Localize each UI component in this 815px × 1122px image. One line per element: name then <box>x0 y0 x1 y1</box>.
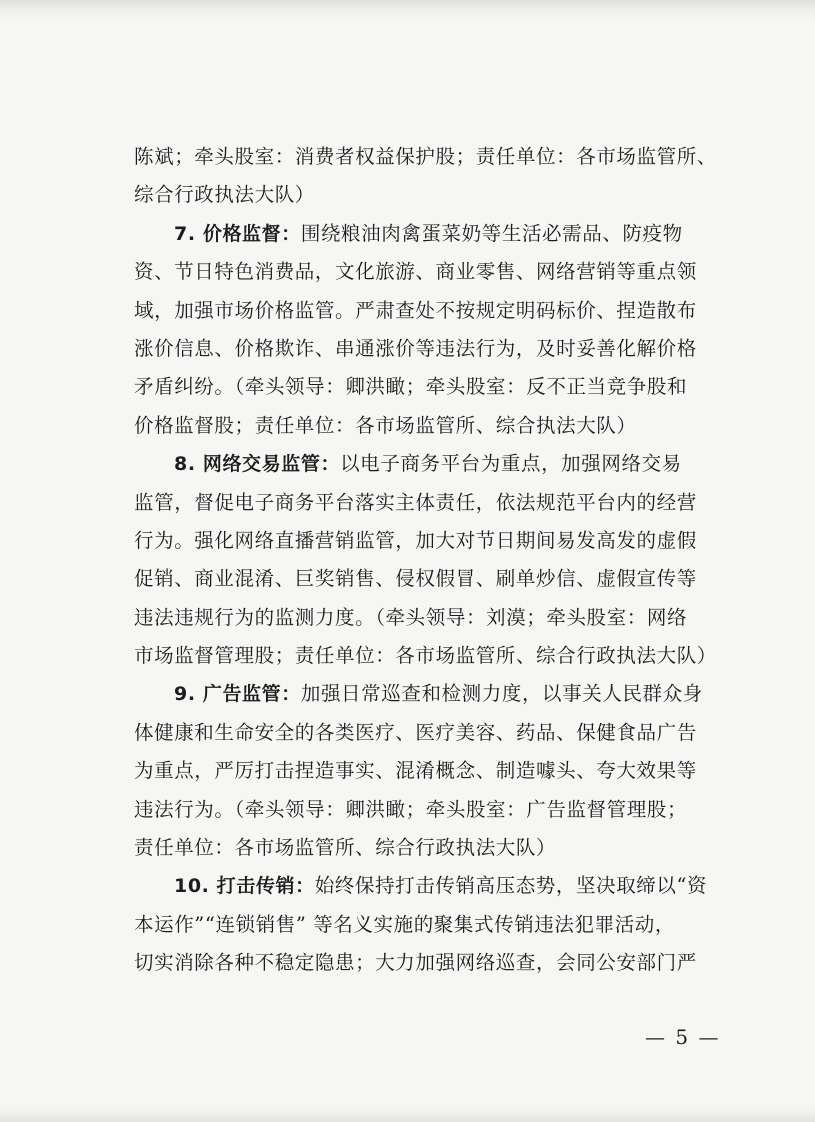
text-line: 市场监督管理股；责任单位：各市场监管所、综合行政执法大队） <box>134 644 717 668</box>
text-line: 违法行为。（牵头领导：卿洪瞰；牵头股室：广告监督管理股； <box>134 797 688 821</box>
paragraph-pyramid-selling <box>134 867 708 982</box>
paragraph-price-supervision <box>134 215 700 445</box>
text-line <box>134 445 700 483</box>
page-number: — 5 — <box>645 1025 721 1049</box>
text-line <box>134 215 700 253</box>
text-line: 价格监督股；责任单位：各市场监管所、综合执法大队） <box>134 413 637 437</box>
section-heading-advertising: 9. 广告监管： <box>174 683 301 706</box>
text-line: 资、节日特色消费品，文化旅游、商业零售、网络营销等重点领 <box>134 260 697 284</box>
text-line: 为重点，严厉打击捏造事实、混淆概念、制造噱头、夸大效果等 <box>134 759 697 783</box>
text-line: 涨价信息、价格欺诈、串通涨价等违法行为，及时妥善化解价格 <box>134 336 697 360</box>
text-line: 体健康和生命安全的各类医疗、医疗美容、药品、保健食品广告 <box>134 720 697 744</box>
paragraph-advertising <box>134 675 703 867</box>
text-run: 以电子商务平台为重点，加强网络交易 <box>340 452 682 476</box>
text-line: 陈斌；牵头股室：消费者权益保护股；责任单位：各市场监管所、 <box>134 145 717 168</box>
text-line: 促销、商业混淆、巨奖销售、侵权假冒、刷单炒信、虚假宣传等 <box>134 567 697 591</box>
text-line: 矛盾纠纷。（牵头领导：卿洪瞰；牵头股室：反不正当竞争股和 <box>134 375 688 399</box>
text-line: 切实消除各种不稳定隐患；大力加强网络巡查，会同公安部门严 <box>134 951 697 975</box>
text-run: 围绕粮油肉禽蛋菜奶等生活必需品、防疫物 <box>300 221 683 245</box>
section-heading-pyramid-selling: 10. 打击传销： <box>174 875 315 898</box>
text-line: 行为。强化网络直播营销监管，加大对节日期间易发高发的虚假 <box>134 528 697 552</box>
text-line <box>134 867 708 905</box>
text-run: 始终保持打击传销高压态势，坚决取缔以“资 <box>314 874 708 898</box>
text-line: 域，加强市场价格监管。严肃查处不按规定明码标价、捏造散布 <box>134 298 697 322</box>
text-line: 综合行政执法大队） <box>134 183 315 207</box>
text-line: 责任单位：各市场监管所、综合行政执法大队） <box>134 836 557 860</box>
text-line: 本运作”“连锁销售” 等名义实施的聚集式传销违法犯罪活动， <box>134 912 676 936</box>
paragraph-online-trading <box>134 445 717 675</box>
body-text <box>134 138 717 983</box>
text-line: 监管，督促电子商务平台落实主体责任，依法规范平台内的经营 <box>134 490 697 514</box>
text-run: 加强日常巡查和检测力度，以事关人民群众身 <box>300 682 703 706</box>
text-line <box>134 675 703 713</box>
text-line: 违法违规行为的监测力度。（牵头领导：刘漠；牵头股室：网络 <box>134 605 688 629</box>
section-heading-price-supervision: 7. 价格监督： <box>174 222 301 245</box>
section-heading-online-trading: 8. 网络交易监管： <box>174 453 341 476</box>
paragraph-consumer-rights-tail <box>134 138 717 215</box>
